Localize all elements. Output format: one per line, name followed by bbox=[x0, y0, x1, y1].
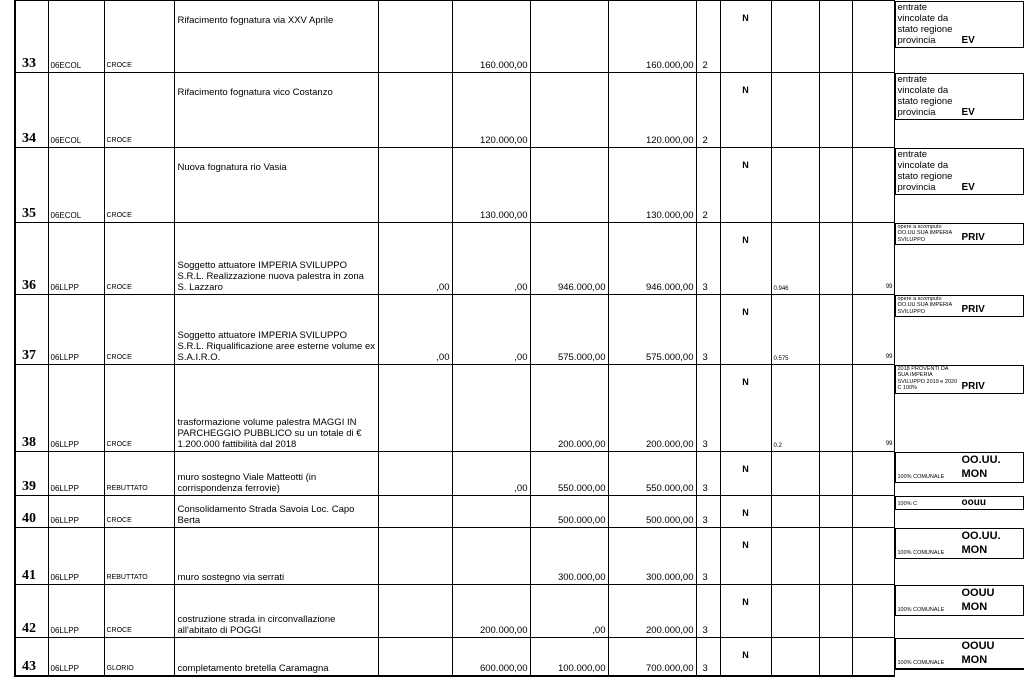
amount-total: 550.000,00 bbox=[608, 452, 696, 496]
table-row bbox=[15, 365, 1024, 452]
work-description: Rifacimento fognatura via XXV Aprile bbox=[174, 1, 378, 73]
amount-col-3: 100.000,00 bbox=[530, 638, 608, 676]
ratio-value bbox=[771, 452, 819, 496]
flag-cell: N bbox=[720, 452, 771, 496]
work-description: Soggetto attuatore IMPERIA SVILUPPO S.R.L. Riqualificazione aree esterne volume ex S.A.I.R.O. bbox=[174, 295, 378, 365]
row-number: 43 bbox=[15, 638, 48, 676]
ratio-value bbox=[771, 528, 819, 585]
sector-code: 06LLPP bbox=[48, 585, 104, 638]
row-number: 36 bbox=[15, 223, 48, 295]
amount-total: 946.000,00 bbox=[608, 223, 696, 295]
empty-cell bbox=[819, 223, 852, 295]
location: REBUTTATO bbox=[104, 528, 174, 585]
amount-col-1 bbox=[378, 365, 452, 452]
location: CROCE bbox=[104, 365, 174, 452]
funding-note-text: 100% COMUNALE bbox=[897, 550, 945, 556]
amount-total: 200.000,00 bbox=[608, 585, 696, 638]
amount-col-1 bbox=[378, 73, 452, 148]
amount-col-3: 500.000,00 bbox=[530, 496, 608, 528]
percent-value bbox=[852, 148, 894, 223]
percent-value bbox=[852, 638, 894, 676]
ratio-value bbox=[771, 496, 819, 528]
location: CROCE bbox=[104, 223, 174, 295]
funding-note bbox=[895, 365, 1024, 394]
row-number: 41 bbox=[15, 528, 48, 585]
location: CROCE bbox=[104, 148, 174, 223]
amount-col-2 bbox=[452, 528, 530, 585]
work-description: muro sostegno via serrati bbox=[174, 528, 378, 585]
financing-code: oouu bbox=[961, 496, 986, 508]
empty-cell bbox=[819, 585, 852, 638]
work-description: Consolidamento Strada Savoia Loc. Capo Berta bbox=[174, 496, 378, 528]
priority: 2 bbox=[696, 73, 720, 148]
funding-note-text: opere a scomputo OO.UU SUA IMPERIA SVILUPPO bbox=[897, 223, 952, 243]
amount-col-3: 946.000,00 bbox=[530, 223, 608, 295]
location: CROCE bbox=[104, 1, 174, 73]
amount-total: 200.000,00 bbox=[608, 365, 696, 452]
amount-col-2: 600.000,00 bbox=[452, 638, 530, 676]
work-description: Nuova fognatura rio Vasia bbox=[174, 148, 378, 223]
empty-cell bbox=[819, 638, 852, 676]
ratio-value bbox=[771, 148, 819, 223]
amount-col-3 bbox=[530, 1, 608, 73]
sector-code: 06ECOL bbox=[48, 73, 104, 148]
table-row bbox=[15, 73, 1024, 148]
funding-note-text: 100% C bbox=[897, 501, 918, 507]
priority: 2 bbox=[696, 148, 720, 223]
empty-cell bbox=[819, 295, 852, 365]
priority: 3 bbox=[696, 365, 720, 452]
financing-code: EV bbox=[961, 106, 975, 118]
amount-col-2: ,00 bbox=[452, 452, 530, 496]
amount-col-2: 120.000,00 bbox=[452, 73, 530, 148]
table-row bbox=[15, 148, 1024, 223]
location: CROCE bbox=[104, 585, 174, 638]
row-number: 38 bbox=[15, 365, 48, 452]
ratio-value bbox=[771, 585, 819, 638]
amount-col-2: 160.000,00 bbox=[452, 1, 530, 73]
ratio-value bbox=[771, 73, 819, 148]
work-description: costruzione strada in circonvallazione all'abitato di POGGI bbox=[174, 585, 378, 638]
financing-code: OO.UU. MON bbox=[961, 529, 1001, 556]
amount-col-2: 200.000,00 bbox=[452, 585, 530, 638]
amount-col-3 bbox=[530, 73, 608, 148]
funding-note bbox=[895, 223, 1024, 246]
financing-code: OO.UU. MON bbox=[961, 453, 1001, 480]
funding-note bbox=[895, 1, 1024, 48]
percent-value bbox=[852, 452, 894, 496]
amount-col-1 bbox=[378, 452, 452, 496]
priority: 3 bbox=[696, 496, 720, 528]
amount-col-1: ,00 bbox=[378, 295, 452, 365]
financing-code: EV bbox=[961, 181, 975, 193]
amount-total: 120.000,00 bbox=[608, 73, 696, 148]
financing-code: PRIV bbox=[961, 304, 985, 315]
priority: 3 bbox=[696, 295, 720, 365]
financing-code: PRIV bbox=[961, 232, 985, 243]
percent-value bbox=[852, 528, 894, 585]
priority: 2 bbox=[696, 1, 720, 73]
funding-note bbox=[895, 452, 1024, 483]
empty-cell bbox=[819, 1, 852, 73]
work-description: completamento bretella Caramagna bbox=[174, 638, 378, 676]
amount-col-1 bbox=[378, 1, 452, 73]
amount-total: 130.000,00 bbox=[608, 148, 696, 223]
works-table-sheet bbox=[14, 0, 1024, 677]
flag-cell: N bbox=[720, 528, 771, 585]
sector-code: 06LLPP bbox=[48, 452, 104, 496]
amount-col-1: ,00 bbox=[378, 223, 452, 295]
amount-col-2: 130.000,00 bbox=[452, 148, 530, 223]
flag-cell: N bbox=[720, 585, 771, 638]
table-row bbox=[15, 223, 1024, 295]
percent-value bbox=[852, 585, 894, 638]
flag-cell: N bbox=[720, 295, 771, 365]
sector-code: 06LLPP bbox=[48, 638, 104, 676]
ratio-value: 0.2 bbox=[771, 365, 819, 452]
table-row bbox=[15, 496, 1024, 528]
table-row bbox=[15, 528, 1024, 585]
table-row bbox=[15, 295, 1024, 365]
amount-col-2: ,00 bbox=[452, 295, 530, 365]
location: GLORIO bbox=[104, 638, 174, 676]
row-number: 39 bbox=[15, 452, 48, 496]
amount-col-2 bbox=[452, 496, 530, 528]
amount-col-1 bbox=[378, 638, 452, 676]
sector-code: 06LLPP bbox=[48, 223, 104, 295]
sector-code: 06ECOL bbox=[48, 1, 104, 73]
percent-value: 99 bbox=[852, 223, 894, 295]
work-description: trasformazione volume palestra MAGGI IN PARCHEGGIO PUBBLICO su un totale di € 1.200.000 fattibilità dal 2018 bbox=[174, 365, 378, 452]
sector-code: 06LLPP bbox=[48, 295, 104, 365]
percent-value bbox=[852, 1, 894, 73]
empty-cell bbox=[819, 73, 852, 148]
works-table bbox=[14, 0, 1024, 677]
sector-code: 06LLPP bbox=[48, 528, 104, 585]
funding-note-text: entrate vincolate da stato regione provincia bbox=[897, 73, 953, 118]
table-row bbox=[15, 638, 1024, 676]
flag-cell: N bbox=[720, 365, 771, 452]
amount-total: 575.000,00 bbox=[608, 295, 696, 365]
ratio-value bbox=[771, 638, 819, 676]
sector-code: 06LLPP bbox=[48, 496, 104, 528]
empty-cell bbox=[819, 452, 852, 496]
funding-note bbox=[895, 585, 1024, 616]
row-number: 37 bbox=[15, 295, 48, 365]
financing-code: OOUU MON bbox=[961, 586, 995, 613]
financing-code: PRIV bbox=[961, 380, 985, 392]
amount-col-1 bbox=[378, 496, 452, 528]
location: CROCE bbox=[104, 73, 174, 148]
empty-cell bbox=[819, 365, 852, 452]
work-description: muro sostegno Viale Matteotti (in corrispondenza ferrovie) bbox=[174, 452, 378, 496]
amount-col-1 bbox=[378, 585, 452, 638]
location: REBUTTATO bbox=[104, 452, 174, 496]
funding-note-text: entrate vincolate da stato regione provincia bbox=[897, 1, 953, 46]
flag-cell: N bbox=[720, 223, 771, 295]
amount-col-1 bbox=[378, 528, 452, 585]
funding-note bbox=[895, 295, 1024, 318]
funding-note bbox=[895, 73, 1024, 120]
priority: 3 bbox=[696, 585, 720, 638]
funding-note-text: 100% COMUNALE bbox=[897, 660, 945, 666]
sector-code: 06ECOL bbox=[48, 148, 104, 223]
financing-code: EV bbox=[961, 34, 975, 46]
amount-total: 500.000,00 bbox=[608, 496, 696, 528]
amount-total: 300.000,00 bbox=[608, 528, 696, 585]
work-description: Rifacimento fognatura vico Costanzo bbox=[174, 73, 378, 148]
funding-note bbox=[895, 496, 1024, 510]
ratio-value bbox=[771, 1, 819, 73]
flag-cell: N bbox=[720, 73, 771, 148]
financing-code: OOUU MON bbox=[961, 639, 995, 666]
empty-cell bbox=[819, 148, 852, 223]
row-number: 33 bbox=[15, 1, 48, 73]
funding-note-text: 100% COMUNALE bbox=[897, 474, 945, 480]
percent-value: 99 bbox=[852, 295, 894, 365]
ratio-value: 0.575 bbox=[771, 295, 819, 365]
percent-value: 99 bbox=[852, 365, 894, 452]
row-number: 42 bbox=[15, 585, 48, 638]
priority: 3 bbox=[696, 223, 720, 295]
funding-note-text: 100% COMUNALE bbox=[897, 607, 945, 613]
row-number: 40 bbox=[15, 496, 48, 528]
priority: 3 bbox=[696, 638, 720, 676]
amount-col-3: 550.000,00 bbox=[530, 452, 608, 496]
table-row bbox=[15, 1, 1024, 73]
amount-col-2: ,00 bbox=[452, 223, 530, 295]
funding-note bbox=[895, 528, 1024, 559]
row-number: 34 bbox=[15, 73, 48, 148]
percent-value bbox=[852, 496, 894, 528]
amount-col-1 bbox=[378, 148, 452, 223]
priority: 3 bbox=[696, 452, 720, 496]
amount-col-3: 300.000,00 bbox=[530, 528, 608, 585]
empty-cell bbox=[819, 496, 852, 528]
location: CROCE bbox=[104, 295, 174, 365]
location: CROCE bbox=[104, 496, 174, 528]
table-row bbox=[15, 585, 1024, 638]
funding-note-text: opere a scomputo OO.UU SUA IMPERIA SVILUPPO bbox=[897, 295, 952, 315]
priority: 3 bbox=[696, 528, 720, 585]
percent-value bbox=[852, 73, 894, 148]
ratio-value: 0.946 bbox=[771, 223, 819, 295]
funding-note bbox=[895, 148, 1024, 195]
flag-cell: N bbox=[720, 148, 771, 223]
amount-col-2 bbox=[452, 365, 530, 452]
flag-cell: N bbox=[720, 496, 771, 528]
sector-code: 06LLPP bbox=[48, 365, 104, 452]
funding-note bbox=[895, 638, 1024, 670]
flag-cell: N bbox=[720, 638, 771, 676]
amount-total: 700.000,00 bbox=[608, 638, 696, 676]
work-description: Soggetto attuatore IMPERIA SVILUPPO S.R.L. Realizzazione nuova palestra in zona S. Lazzaro bbox=[174, 223, 378, 295]
funding-note-text: entrate vincolate da stato regione provincia bbox=[897, 148, 953, 193]
amount-total: 160.000,00 bbox=[608, 1, 696, 73]
amount-col-3: 575.000,00 bbox=[530, 295, 608, 365]
funding-note-text: 2018 PROVENTI DA SUA IMPERIA SVILUPPO 2019 e 2020 C 100% bbox=[897, 365, 958, 391]
flag-cell: N bbox=[720, 1, 771, 73]
amount-col-3: 200.000,00 bbox=[530, 365, 608, 452]
amount-col-3 bbox=[530, 148, 608, 223]
row-number: 35 bbox=[15, 148, 48, 223]
table-row bbox=[15, 452, 1024, 496]
empty-cell bbox=[819, 528, 852, 585]
amount-col-3: ,00 bbox=[530, 585, 608, 638]
